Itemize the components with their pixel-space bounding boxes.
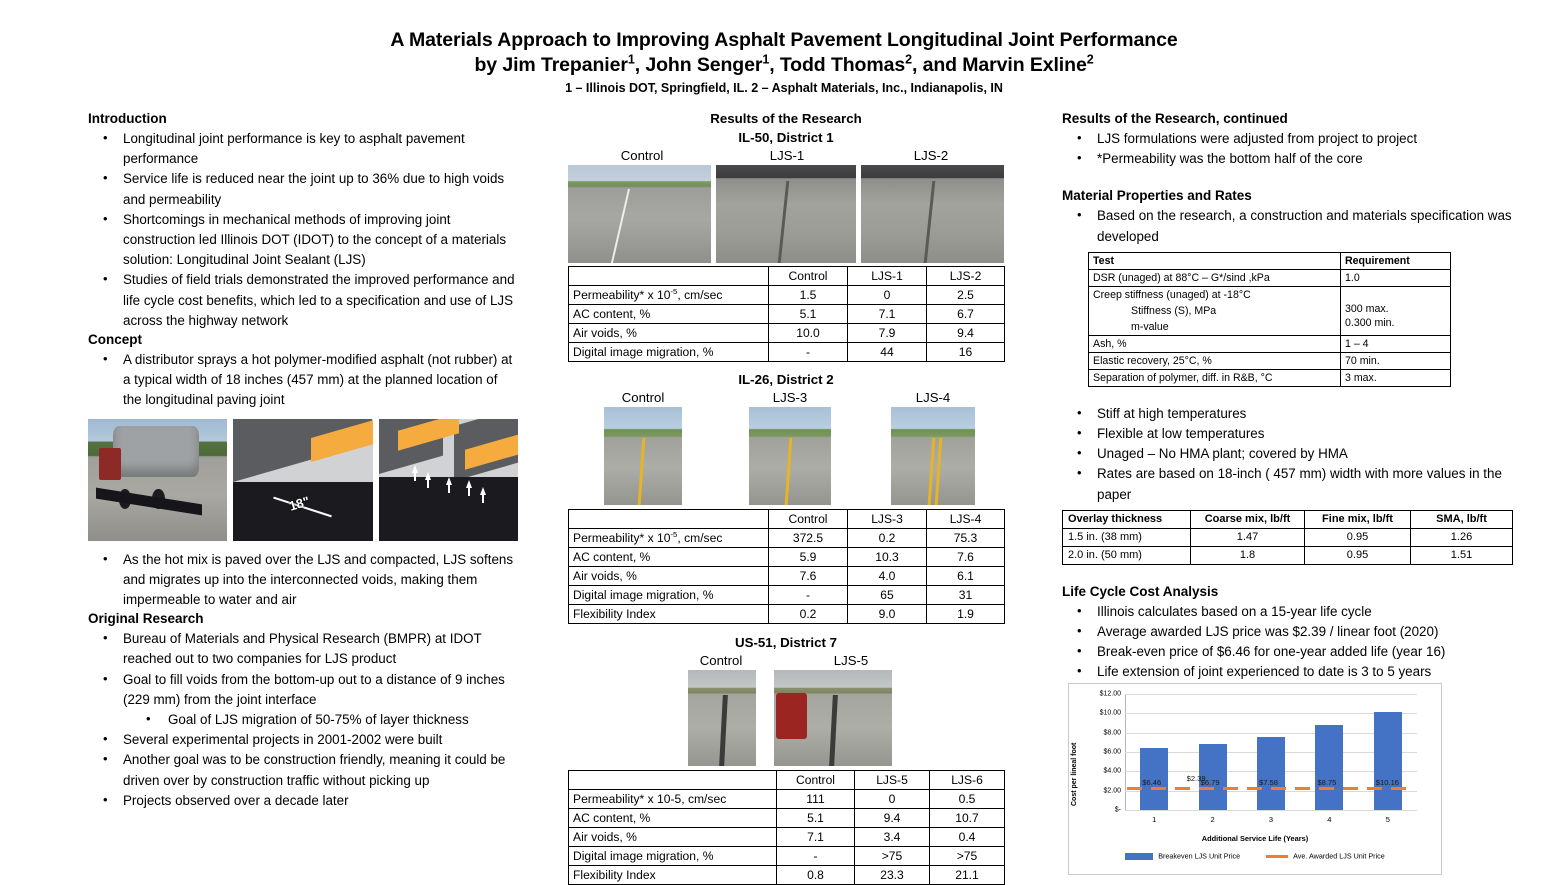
chart-y-tick-label: $2.00 <box>1103 787 1121 795</box>
chart-bar-value-label: $10.16 <box>1375 777 1400 787</box>
table-row <box>1089 369 1451 386</box>
table-row <box>1089 335 1451 352</box>
table-row <box>1089 352 1451 369</box>
list-item: • Rates are based on 18-inch ( 457 mm) width with more values in the paper <box>1062 464 1512 504</box>
legend-label: Breakeven LJS Unit Price <box>1158 851 1241 861</box>
chart-average-dash <box>1199 787 1214 790</box>
legend-item-line <box>1266 851 1385 861</box>
table-cell: 1.47 <box>1191 528 1305 546</box>
poster-authors <box>0 53 1568 78</box>
il50-results-table <box>568 266 1005 362</box>
table-header-row <box>569 771 1005 790</box>
chart-gridline <box>1125 810 1417 811</box>
chart-x-tick-label: 2 <box>1210 815 1215 824</box>
table-row <box>569 286 1005 305</box>
cell-text-tail: , cm/sec <box>677 531 723 545</box>
chart-average-value-label: $2.39 <box>1186 773 1206 783</box>
il50-ljs1-photo <box>716 165 856 263</box>
table-cell: 6.1 <box>927 567 1005 586</box>
table-cell: 372.5 <box>769 529 848 548</box>
table-cell-label: Permeability* x 10-5, cm/sec <box>569 790 777 809</box>
table-cell: >75 <box>930 847 1005 866</box>
legend-label: Ave. Awarded LJS Unit Price <box>1293 851 1385 861</box>
subheading-il26: IL-26, District 2 <box>738 372 834 387</box>
chart-average-dash <box>1319 787 1334 790</box>
table-cell: 0.4 <box>930 828 1005 847</box>
distributor-truck-photo <box>88 419 227 541</box>
lcca-bullet-list <box>1062 602 1512 683</box>
poster-title: A Materials Approach to Improving Asphalt Pavement Longitudinal Joint Performance <box>390 29 1178 51</box>
heading-original-research: Original Research <box>88 611 204 627</box>
table-cell: 65 <box>848 586 927 605</box>
table-header-cell: LJS-2 <box>927 267 1005 286</box>
list-item: • Life extension of joint experienced to date is 3 to 5 years <box>1062 662 1512 682</box>
cell-text: Permeability* x 10 <box>573 531 671 545</box>
table-cell-label: Air voids, % <box>569 567 769 586</box>
table-header-cell: LJS-4 <box>927 510 1005 529</box>
image-label: LJS-4 <box>915 390 951 405</box>
material-bullet-list <box>1062 206 1512 246</box>
cell-sup: -5 <box>670 529 678 539</box>
diagram-dimension-label: 18" <box>287 492 312 514</box>
table-cell-label: Separation of polymer, diff. in R&B, °C <box>1089 369 1341 386</box>
sealant-spray-band <box>96 487 202 515</box>
table-row <box>569 529 1005 548</box>
table-header-cell: LJS-5 <box>855 771 930 790</box>
table-cell-label: AC content, % <box>569 809 777 828</box>
migration-arrow-icon <box>425 472 431 480</box>
chart-bar <box>1374 712 1402 810</box>
table-row <box>1089 269 1451 286</box>
author-text-d: , and Marvin Exline <box>911 54 1087 76</box>
chart-bar <box>1257 737 1285 810</box>
table-cell-label: AC content, % <box>569 305 769 324</box>
il26-control-photo <box>604 407 682 505</box>
table-header-cell: Control <box>769 510 848 529</box>
list-item: • Stiff at high temperatures <box>1062 404 1512 424</box>
table-cell-label: m-value <box>1089 319 1341 336</box>
chart-x-tick-label: 1 <box>1152 815 1157 824</box>
list-item: • Unaged – No HMA plant; covered by HMA <box>1062 444 1512 464</box>
properties-bullet-list <box>1062 404 1512 505</box>
chart-bar-value-label: $8.75 <box>1317 777 1337 787</box>
truck-cab <box>99 448 121 480</box>
table-cell: >75 <box>855 847 930 866</box>
il26-ljs3-photo-wrap <box>718 407 862 505</box>
chart-y-tick-label: $10.00 <box>1099 709 1121 717</box>
table-cell: 0.8 <box>777 866 855 885</box>
chart-bar <box>1315 725 1343 810</box>
table-cell-label: 1.5 in. (38 mm) <box>1063 528 1191 546</box>
table-cell: 23.3 <box>855 866 930 885</box>
table-header-cell <box>569 771 777 790</box>
concept-figure-row <box>88 419 518 541</box>
image-label: Control <box>621 390 665 405</box>
author-text-b: , John Senger <box>634 54 763 76</box>
table-cell: 1.9 <box>927 605 1005 624</box>
cell-sup: -5 <box>670 286 678 296</box>
table-cell-label: Ash, % <box>1089 335 1341 352</box>
left-column <box>88 110 518 811</box>
legend-swatch-bar <box>1125 853 1153 860</box>
truck-tank <box>113 426 199 477</box>
table-cell: 70 min. <box>1341 352 1451 369</box>
table-cell-label: Stiffness (S), MPa <box>1089 303 1341 319</box>
chart-y-tick-label: $4.00 <box>1103 767 1121 775</box>
chart-x-axis-label: Additional Service Life (Years) <box>1201 834 1309 843</box>
table-cell-label: Air voids, % <box>569 324 769 343</box>
migration-arrow-icon <box>466 480 472 488</box>
heading-results: Results of the Research <box>710 111 862 126</box>
table-cell: 0 <box>848 286 927 305</box>
heading-life-cycle-cost: Life Cycle Cost Analysis <box>1062 583 1219 599</box>
table-cell: 111 <box>777 790 855 809</box>
table-row <box>569 324 1005 343</box>
chart-x-tick-label: 3 <box>1268 815 1274 824</box>
poster-affiliations: 1 – Illinois DOT, Springfield, IL. 2 – Asphalt Materials, Inc., Indianapolis, IN <box>565 81 1003 95</box>
table-header-cell: Control <box>777 771 855 790</box>
list-item: • A distributor sprays a hot polymer-modified asphalt (not rubber) at a typical width of 18 inches (457 mm) at the planned location of the longitudinal paving joint <box>88 350 518 411</box>
us51-results-table <box>568 770 1005 885</box>
table-cell: 7.6 <box>769 567 848 586</box>
migration-arrow-icon <box>480 487 486 495</box>
table-header-cell: Fine mix, lb/ft <box>1305 510 1411 528</box>
list-item: • Goal to fill voids from the bottom-up out to a distance of 9 inches (229 mm) from the joint interface <box>88 670 518 710</box>
subheading-il50: IL-50, District 1 <box>738 130 834 145</box>
table-header-row <box>569 267 1005 286</box>
legend-item-bar <box>1125 851 1240 861</box>
subheading-us51: US-51, District 7 <box>735 635 837 650</box>
table-header-cell: Coarse mix, lb/ft <box>1191 510 1305 528</box>
migration-arrow-icon <box>412 465 418 473</box>
list-item: • Longitudinal joint performance is key to asphalt pavement performance <box>88 129 518 169</box>
author-sup-3: 2 <box>905 52 912 67</box>
chart-y-tick-label: $- <box>1114 806 1121 814</box>
table-cell: - <box>769 343 848 362</box>
table-cell: 6.7 <box>927 305 1005 324</box>
table-row <box>569 866 1005 885</box>
chart-average-dash <box>1151 787 1166 790</box>
author-text-c: , Todd Thomas <box>769 54 906 76</box>
table-header-cell <box>569 510 769 529</box>
table-cell: 5.1 <box>769 305 848 324</box>
list-item: • Another goal was to be construction friendly, meaning it could be driven over by construction traffic without picking up <box>88 750 518 790</box>
table-cell-label: Flexibility Index <box>569 605 769 624</box>
table-cell: 44 <box>848 343 927 362</box>
table-cell: 1.5 <box>769 286 848 305</box>
list-item: • Flexible at low temperatures <box>1062 424 1512 444</box>
table-cell: 0.300 min. <box>1345 316 1395 329</box>
list-item: • Bureau of Materials and Physical Research (BMPR) at IDOT reached out to two companies for LJS product <box>88 629 518 669</box>
list-item: • Based on the research, a construction and materials specification was developed <box>1062 206 1512 246</box>
image-label: Control <box>620 148 664 163</box>
table-header-row <box>1063 510 1513 528</box>
table-cell: 75.3 <box>927 529 1005 548</box>
chart-average-dash <box>1343 787 1358 790</box>
table-cell: 3 max. <box>1341 369 1451 386</box>
diagram-sealant-band <box>233 482 372 541</box>
list-item: • Break-even price of $6.46 for one-year added life (year 16) <box>1062 642 1512 662</box>
table-row <box>569 809 1005 828</box>
il50-control-photo <box>568 165 711 263</box>
table-header-cell: Control <box>769 267 848 286</box>
image-label: LJS-5 <box>833 653 869 668</box>
list-item: • *Permeability was the bottom half of the core <box>1062 149 1512 169</box>
table-row <box>569 586 1005 605</box>
author-sup-2: 1 <box>762 52 770 67</box>
table-cell: 5.9 <box>769 548 848 567</box>
migration-arrow-icon <box>446 477 452 485</box>
il26-ljs3-photo <box>749 407 831 505</box>
author-text-a: by Jim Trepanier <box>474 54 628 76</box>
table-cell: 10.3 <box>848 548 927 567</box>
chart-x-tick-label: 4 <box>1327 815 1332 824</box>
us51-ljs5-photo <box>774 670 892 766</box>
image-label: LJS-1 <box>769 148 805 163</box>
table-cell: 3.4 <box>855 828 930 847</box>
table-row <box>569 790 1005 809</box>
list-item: • Average awarded LJS price was $2.39 / linear foot (2020) <box>1062 622 1512 642</box>
chart-average-dash <box>1271 787 1286 790</box>
table-cell: 21.1 <box>930 866 1005 885</box>
il26-ljs4-photo-wrap <box>862 407 1004 505</box>
chart-plot-area <box>1099 690 1417 824</box>
cell-text: Permeability* x 10 <box>573 288 671 302</box>
author-sup-1: 1 <box>627 52 635 67</box>
life-cycle-cost-chart <box>1068 683 1442 875</box>
table-header-cell <box>569 267 769 286</box>
table-cell-label: Digital image migration, % <box>569 847 777 866</box>
table-cell: 0.95 <box>1305 528 1411 546</box>
table-cell-label: Air voids, % <box>569 828 777 847</box>
table-cell-group <box>1341 286 1451 335</box>
application-rates-table <box>1062 510 1513 565</box>
list-item: • Shortcomings in mechanical methods of improving joint construction led Illinois DOT (IDOT) to the concept of a materials solution: Longitudinal Joint Sealant (LJS) <box>88 210 518 271</box>
table-cell: 7.9 <box>848 324 927 343</box>
chart-bar-value-label: $6.79 <box>1200 777 1220 787</box>
chart-average-dash <box>1223 787 1238 790</box>
middle-column <box>568 110 1004 885</box>
il26-photo-row <box>568 407 1004 505</box>
il26-control-photo-wrap <box>568 407 718 505</box>
table-row <box>569 343 1005 362</box>
list-item-sub: • Goal of LJS migration of 50-75% of layer thickness <box>88 710 518 730</box>
chart-bar-value-label: $7.58 <box>1259 777 1279 787</box>
chart-y-tick-label: $6.00 <box>1103 748 1121 756</box>
table-cell: 9.4 <box>927 324 1005 343</box>
list-item: • Several experimental projects in 2001-2002 were built <box>88 730 518 750</box>
heading-results-continued: Results of the Research, continued <box>1062 111 1288 126</box>
right-column <box>1062 110 1512 683</box>
table-cell: 0 <box>855 790 930 809</box>
table-cell-label <box>569 286 769 305</box>
original-research-bullet-list <box>88 629 518 811</box>
il50-photo-row <box>568 165 1004 263</box>
table-row <box>1063 528 1513 546</box>
chart-x-tick-label: 5 <box>1385 815 1390 824</box>
concept-bullet-list <box>88 350 518 411</box>
table-cell: 7.6 <box>927 548 1005 567</box>
table-cell-label: 2.0 in. (50 mm) <box>1063 546 1191 564</box>
table-cell: 0.5 <box>930 790 1005 809</box>
table-header-cell: LJS-1 <box>848 267 927 286</box>
joint-width-diagram <box>233 419 372 541</box>
table-cell: 4.0 <box>848 567 927 586</box>
table-row <box>569 847 1005 866</box>
il26-ljs4-photo <box>891 407 975 505</box>
table-cell: 31 <box>927 586 1005 605</box>
table-cell: 1.0 <box>1341 269 1451 286</box>
table-cell-label: AC content, % <box>569 548 769 567</box>
table-cell: 1.8 <box>1191 546 1305 564</box>
table-cell: 9.0 <box>848 605 927 624</box>
table-header-cell: SMA, lb/ft <box>1411 510 1513 528</box>
us51-control-photo <box>688 670 756 766</box>
chart-y-tick-label: $8.00 <box>1103 729 1121 737</box>
table-cell: 300 max. <box>1345 302 1389 315</box>
table-row <box>569 828 1005 847</box>
table-header-row <box>1089 252 1451 269</box>
cell-text-tail: , cm/sec <box>677 288 723 302</box>
table-cell: 0.95 <box>1305 546 1411 564</box>
table-header-cell: Requirement <box>1341 252 1451 269</box>
chart-gridline <box>1125 694 1417 695</box>
red-truck-shape <box>776 693 807 739</box>
table-header-row <box>569 510 1005 529</box>
table-row <box>569 605 1005 624</box>
table-cell: 2.5 <box>927 286 1005 305</box>
il26-results-table <box>568 509 1005 624</box>
table-cell: - <box>769 586 848 605</box>
chart-y-tick-label: $12.00 <box>1099 690 1121 698</box>
chart-average-dash <box>1367 787 1382 790</box>
table-cell: 0.2 <box>848 529 927 548</box>
table-cell-label: Flexibility Index <box>569 866 777 885</box>
table-row <box>569 305 1005 324</box>
image-label: LJS-2 <box>913 148 949 163</box>
heading-concept: Concept <box>88 332 142 348</box>
list-item: • Service life is reduced near the joint up to 36% due to high voids and permeability <box>88 169 518 209</box>
table-cell: - <box>777 847 855 866</box>
chart-y-axis-label: Cost per lineal foot <box>1071 742 1078 806</box>
legend-swatch-line <box>1266 855 1288 858</box>
table-cell: 10.7 <box>930 809 1005 828</box>
il26-image-label-row <box>568 389 1004 407</box>
chart-average-dash <box>1295 787 1310 790</box>
table-cell: 16 <box>927 343 1005 362</box>
list-item: • Projects observed over a decade later <box>88 791 518 811</box>
il50-image-label-row <box>568 147 1004 165</box>
table-cell: 1.26 <box>1411 528 1513 546</box>
chart-average-dash <box>1391 787 1406 790</box>
table-cell: 5.1 <box>777 809 855 828</box>
us51-image-label-row <box>568 652 1004 670</box>
results-continued-bullet-list <box>1062 129 1512 169</box>
table-cell-label: Digital image migration, % <box>569 343 769 362</box>
post-figure-bullet-list <box>88 550 518 611</box>
table-cell: 7.1 <box>777 828 855 847</box>
table-cell-label: Creep stiffness (unaged) at -18°C <box>1089 286 1341 303</box>
table-header-cell: LJS-3 <box>848 510 927 529</box>
table-cell: 0.2 <box>769 605 848 624</box>
chart-average-dash <box>1175 787 1190 790</box>
heading-material-properties: Material Properties and Rates <box>1062 188 1252 204</box>
list-item: • As the hot mix is paved over the LJS and compacted, LJS softens and migrates up into the interconnected voids, making them impermeable to water and air <box>88 550 518 611</box>
table-row <box>1063 546 1513 564</box>
list-item: • Studies of field trials demonstrated the improved performance and life cycle cost benefits, which led to a specification and use of LJS across the highway network <box>88 270 518 331</box>
list-item: • Illinois calculates based on a 15-year life cycle <box>1062 602 1512 622</box>
table-header-cell: Overlay thickness <box>1063 510 1191 528</box>
table-header-cell: LJS-6 <box>930 771 1005 790</box>
joint-migration-diagram <box>379 419 518 541</box>
table-cell-label: Digital image migration, % <box>569 586 769 605</box>
table-cell: 9.4 <box>855 809 930 828</box>
table-cell-label: DSR (unaged) at 88°C – G*/sind ,kPa <box>1089 269 1341 286</box>
image-label: LJS-3 <box>772 390 808 405</box>
table-cell-label: Elastic recovery, 25°C, % <box>1089 352 1341 369</box>
list-item: • LJS formulations were adjusted from project to project <box>1062 129 1512 149</box>
introduction-bullet-list <box>88 129 518 331</box>
table-cell: 1.51 <box>1411 546 1513 564</box>
table-row <box>1089 286 1451 303</box>
heading-introduction: Introduction <box>88 111 167 126</box>
chart-bar-value-label: $6.46 <box>1142 777 1162 787</box>
chart-average-dash <box>1247 787 1262 790</box>
table-cell-label <box>569 529 769 548</box>
table-cell: 7.1 <box>848 305 927 324</box>
table-row <box>569 548 1005 567</box>
table-cell: 1 – 4 <box>1341 335 1451 352</box>
table-row <box>569 567 1005 586</box>
il50-ljs2-photo <box>861 165 1004 263</box>
poster-title-block <box>0 28 1568 98</box>
table-cell: 10.0 <box>769 324 848 343</box>
specification-table <box>1088 252 1451 387</box>
chart-average-dash <box>1127 787 1142 790</box>
author-sup-4: 2 <box>1086 52 1094 67</box>
image-label: Control <box>699 653 743 668</box>
us51-photo-row <box>568 670 1004 766</box>
table-header-cell: Test <box>1089 252 1341 269</box>
chart-legend <box>1069 851 1441 861</box>
